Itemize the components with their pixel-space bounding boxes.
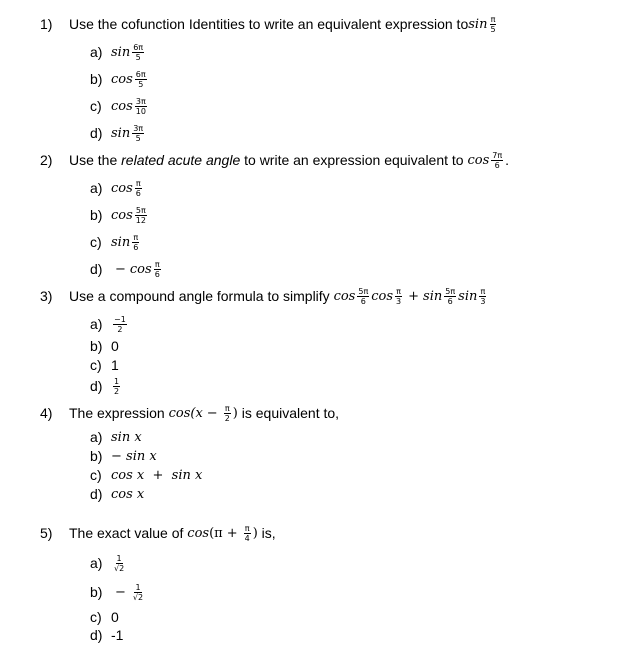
paren-open: (π: [209, 525, 223, 541]
function-name: sin: [111, 234, 131, 250]
function-name: cos: [111, 71, 133, 87]
function-name: cos: [371, 288, 394, 304]
minus-sign: −: [115, 584, 126, 600]
fraction: $\frac{\pi}{3}$: [396, 286, 402, 306]
fraction: $\frac{3\pi}{5}$: [133, 123, 144, 143]
fraction: $\frac{\pi}{2}$: [224, 403, 230, 423]
fraction: $\frac{1}{√2}$: [114, 553, 125, 573]
fraction: $\frac{5\pi}{12}$: [135, 205, 146, 225]
option-label: b): [90, 338, 103, 354]
question-text: .: [505, 152, 510, 168]
fraction: $\frac{\pi}{6}$: [133, 232, 139, 252]
question-3: [40, 285, 488, 307]
question-1: [40, 13, 499, 35]
option-3a[interactable]: [90, 313, 129, 335]
question-text: is,: [257, 525, 276, 541]
function-name: sin: [111, 125, 131, 141]
question-text: Use a compound angle formula to simplify: [69, 288, 334, 304]
plus-sign: +: [226, 525, 238, 541]
question-number: 5): [40, 525, 53, 541]
option-label: c): [90, 234, 102, 250]
option-label: b): [90, 584, 103, 600]
option-4d[interactable]: [90, 483, 144, 505]
fraction: $\frac{\pi}{5}$: [490, 14, 496, 34]
fraction: $\frac{\pi}{6}$: [154, 259, 160, 279]
option-label: c): [90, 609, 102, 625]
fraction: $\frac{7\pi}{6}$: [492, 150, 503, 170]
option-label: a): [90, 555, 103, 571]
function-name: cos: [187, 525, 210, 541]
plus-sign: +: [408, 288, 420, 304]
question-5: [40, 522, 276, 544]
fraction: $\frac{\pi}{3}$: [480, 286, 486, 306]
paren-close: ): [232, 405, 238, 421]
option-value: 1: [111, 357, 119, 373]
option-label: c): [90, 357, 102, 373]
option-1a[interactable]: [90, 41, 146, 63]
paren-close: ): [252, 525, 258, 541]
function-name: sin: [423, 288, 443, 304]
option-expression: cos x: [111, 486, 145, 502]
function-name: sin: [458, 288, 478, 304]
function-name: cos: [467, 152, 490, 168]
option-label: d): [90, 261, 103, 277]
function-name: cos: [129, 261, 152, 277]
option-1d[interactable]: [90, 122, 146, 144]
question-number: 4): [40, 405, 53, 421]
option-label: d): [90, 125, 103, 141]
function-name: cos: [111, 98, 133, 114]
option-label: b): [90, 71, 103, 87]
question-text: Use the: [69, 152, 118, 168]
fraction: $\frac{1}{√2}$: [132, 582, 144, 602]
question-text: Use the cofunction Identities to write an equivalent expression to: [69, 16, 469, 32]
option-2a[interactable]: [90, 177, 144, 199]
function-name: sin: [468, 16, 488, 32]
option-5b[interactable]: [90, 581, 146, 603]
option-label: b): [90, 448, 103, 464]
question-2: [40, 149, 509, 171]
option-expression: cos x + sin x: [111, 467, 203, 483]
option-label: d): [90, 486, 103, 502]
question-number: 1): [40, 16, 53, 32]
option-3d[interactable]: [90, 375, 122, 397]
function-name: cos: [111, 180, 133, 196]
option-label: a): [90, 316, 103, 332]
minus-sign: −: [115, 261, 126, 277]
fraction: $\frac{-1}{2}$: [114, 314, 126, 334]
option-value: 0: [111, 609, 119, 625]
option-label: d): [90, 627, 103, 643]
option-5d[interactable]: [90, 624, 123, 646]
option-1c[interactable]: [90, 95, 149, 117]
function-name: cos: [111, 207, 133, 223]
question-4: [40, 402, 339, 424]
function-name: cos: [168, 405, 191, 421]
question-text: to write an expression equivalent to: [240, 152, 468, 168]
option-label: b): [90, 207, 103, 223]
option-5a[interactable]: [90, 552, 127, 574]
option-label: a): [90, 180, 103, 196]
fraction: $\frac{\pi}{6}$: [135, 178, 141, 198]
option-expression: sin x: [111, 429, 142, 445]
question-text-italic: related acute angle: [121, 152, 241, 168]
question-text: is equivalent to,: [237, 405, 340, 421]
option-3c[interactable]: [90, 354, 119, 376]
paren-open: (x: [190, 405, 203, 421]
fraction: $\frac{1}{2}$: [114, 376, 120, 396]
fraction: $\frac{6\pi}{5}$: [133, 42, 144, 62]
question-text: The expression: [69, 405, 169, 421]
fraction: $\frac{\pi}{4}$: [244, 523, 250, 543]
option-label: a): [90, 44, 103, 60]
option-label: c): [90, 98, 102, 114]
function-name: sin: [111, 44, 131, 60]
option-expression: − sin x: [111, 448, 157, 464]
question-text: The exact value of: [69, 525, 188, 541]
fraction: $\frac{3\pi}{10}$: [135, 96, 146, 116]
fraction: $\frac{5\pi}{6}$: [445, 286, 456, 306]
fraction: $\frac{5\pi}{6}$: [358, 286, 369, 306]
question-number: 2): [40, 152, 53, 168]
option-label: c): [90, 467, 102, 483]
question-number: 3): [40, 288, 53, 304]
option-1b[interactable]: [90, 68, 149, 90]
option-2c[interactable]: [90, 231, 141, 253]
option-2b[interactable]: [90, 204, 149, 226]
option-value: 0: [111, 338, 119, 354]
option-label: d): [90, 378, 103, 394]
option-value: -1: [111, 627, 124, 643]
function-name: cos: [333, 288, 356, 304]
option-2d[interactable]: [90, 258, 163, 280]
fraction: $\frac{6\pi}{5}$: [135, 69, 146, 89]
minus-sign: −: [206, 405, 218, 421]
option-label: a): [90, 429, 103, 445]
